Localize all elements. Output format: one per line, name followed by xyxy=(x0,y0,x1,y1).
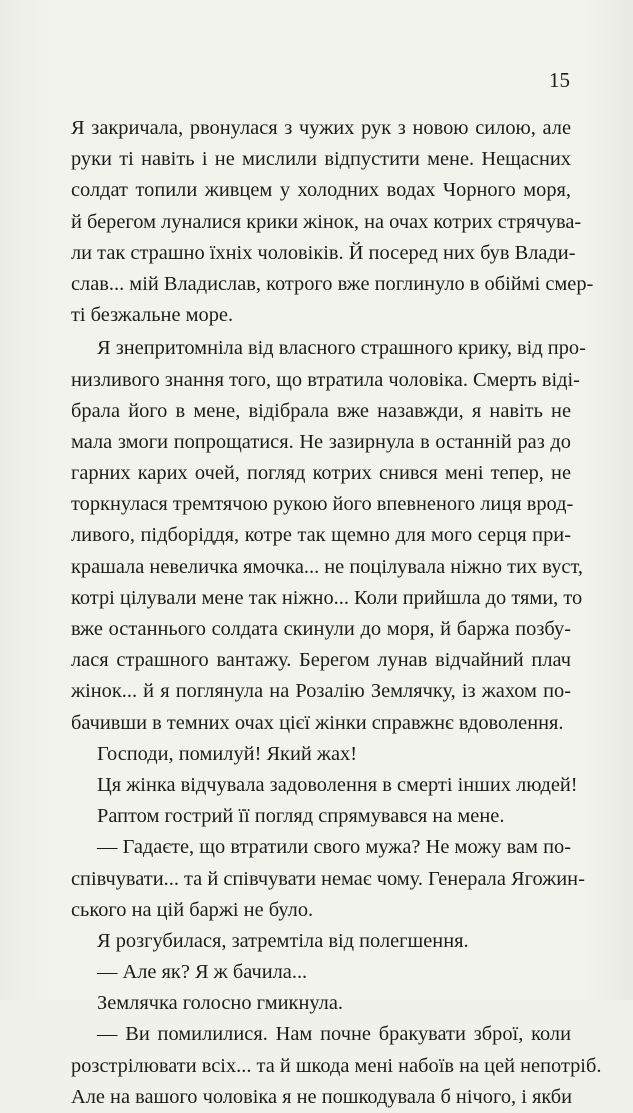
text-line-24: — Гадаєте, що втратили свого мужа? Не можу вам по- xyxy=(97,836,571,859)
text-line-21: Господи, помилуй! Який жах! xyxy=(97,742,358,765)
text-line-16: котрі цілували мене так ніжно... Коли прийшла до тями, то xyxy=(71,586,583,609)
text-line-19: жінок... й я поглянула на Розалію Землячку, із жахом по- xyxy=(71,680,571,703)
text-line-20: бачивши в темних очах цієї жінки справжнє вдоволення. xyxy=(71,711,564,734)
text-line-32: Але на вашого чоловіка я не пошкодувала б нічого, і якби xyxy=(71,1085,573,1108)
text-line-17: вже останнього солдата скинули до моря, й баржа позбу- xyxy=(71,618,571,640)
text-line-6: слав... мій Владислав, котрого вже поглинуло в обіймі смер- xyxy=(71,272,594,295)
body-text xyxy=(71,113,602,1113)
text-line-12: гарних карих очей, погляд котрих снився мені тепер, не xyxy=(71,462,571,485)
text-line-2: руки ті навіть і не мислили відпустити мене. Нещасних xyxy=(71,148,571,171)
text-line-1: Я закричала, рвонулася з чужих рук з новою силою, але xyxy=(71,117,571,139)
text-line-22: Ця жінка відчувала задоволення в смерті інших людей! xyxy=(97,773,578,796)
text-line-3: солдат топили живцем у холодних водах Чорного моря, xyxy=(71,179,571,202)
text-line-18: лася страшного вантажу. Берегом лунав відчайний плач xyxy=(71,649,571,672)
text-line-5: ли так страшно їхніх чоловіків. Й посеред них був Влади- xyxy=(71,241,576,264)
page-number: 15 xyxy=(549,68,570,92)
text-line-9: низливого знання того, що втратила чоловіка. Смерть віді- xyxy=(71,368,580,391)
text-line-31: розстрілювати всіх... та й шкода мені набоїв на цей непотріб. xyxy=(71,1054,602,1077)
text-line-15: крашала невеличка ямочка... не поцілувала ніжно тих вуст, xyxy=(71,555,583,578)
text-line-10: брала його в мене, відібрала вже назавжди, я навіть не xyxy=(71,399,571,422)
text-line-26: ського на цій баржі не було. xyxy=(71,898,314,921)
text-line-30: — Ви помилилися. Нам почне бракувати зброї, коли xyxy=(97,1023,571,1046)
text-line-7: ті безжальне море. xyxy=(71,304,234,327)
text-line-29: Землячка голосно гмикнула. xyxy=(97,992,343,1015)
text-line-14: ливого, підборіддя, котре так щемно для мого серця при- xyxy=(71,524,571,547)
text-line-11: мала змоги попрощатися. Не зазирнула в останній раз до xyxy=(71,430,571,453)
text-line-13: торкнулася тремтячою рукою його впевненого лиця врод- xyxy=(71,493,574,516)
text-line-28: — Але як? Я ж бачила... xyxy=(97,961,308,984)
text-line-4: й берегом луналися крики жінок, на очах котрих стрячува- xyxy=(71,210,582,233)
text-line-23: Раптом гострий її погляд спрямувався на мене. xyxy=(97,805,505,828)
text-line-27: Я розгубилася, затремтіла від полегшення. xyxy=(97,929,469,952)
text-line-8: Я знепритомніла від власного страшного крику, від про- xyxy=(97,337,586,360)
text-line-25: співчувати... та й співчувати немає чому. Генерала Ягожин- xyxy=(71,867,585,890)
